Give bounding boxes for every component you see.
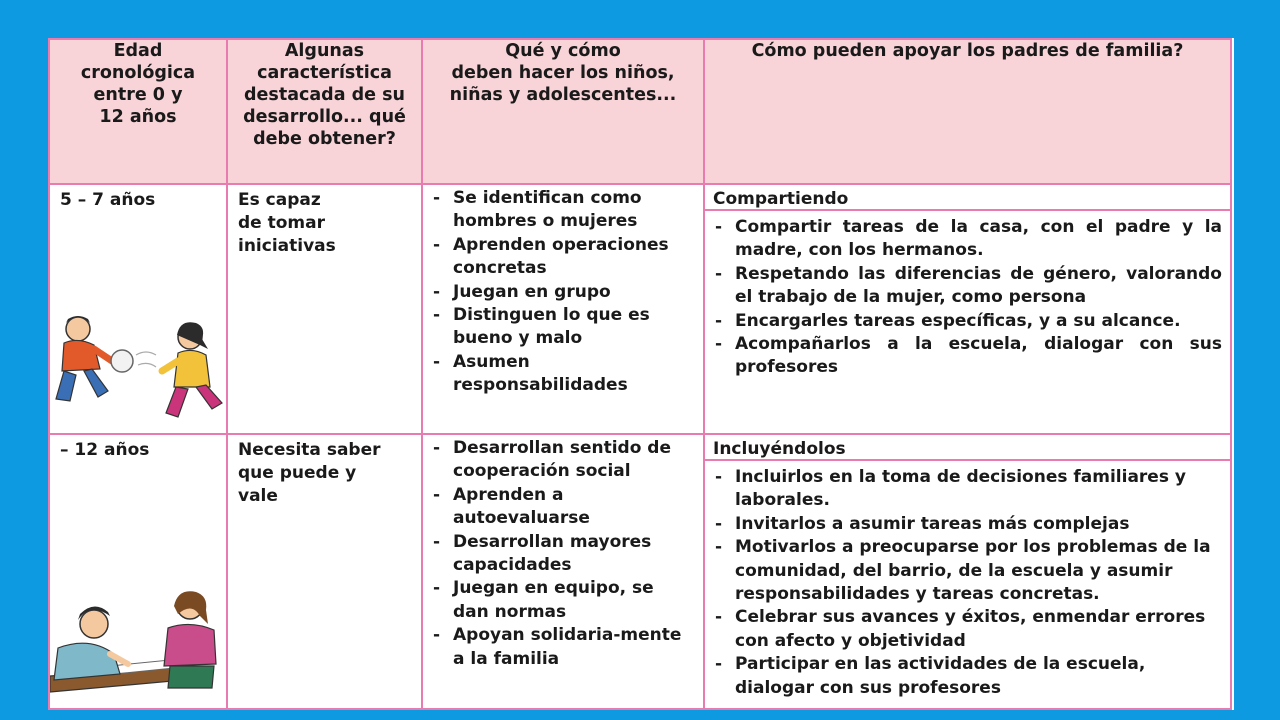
list-item: - Aprenden operaciones concretas [431, 234, 695, 281]
list-item: - Juegan en equipo, se dan normas [431, 577, 695, 624]
list-item: - Apoyan solidaria-mente a la familia [431, 624, 695, 671]
list-item: - Participar en las actividades de la escuela, dialogar con sus profesores [713, 653, 1222, 700]
support-title: Incluyéndolos [705, 435, 1230, 461]
trait-text: Es capaz de tomar iniciativas [238, 190, 336, 256]
header-age-text: Edad cronológica entre 0 y 12 años [80, 41, 196, 127]
age-label: 5 – 7 años [60, 190, 156, 210]
list-item: - Compartir tareas de la casa, con el padre y la madre, con los hermanos. [713, 216, 1222, 263]
trait-text: Necesita saber que puede y vale [238, 440, 381, 506]
header-support [704, 39, 1231, 184]
header-actions-text: Qué y cómo deben hacer los niños, niñas y adolescentes... [449, 41, 677, 105]
actions-cell [422, 434, 704, 709]
support-title: Compartiendo [705, 185, 1230, 211]
age-label: – 12 años [60, 440, 150, 460]
actions-list [423, 435, 703, 671]
list-item: - Encargarles tareas específicas, y a su alcance. [713, 310, 1222, 333]
list-item: - Celebrar sus avances y éxitos, enmendar errores con afecto y objetividad [713, 606, 1222, 653]
list-item: - Asumen responsabilidades [431, 351, 695, 398]
list-item: - Desarrollan sentido de cooperación social [431, 437, 695, 484]
header-support-text: Cómo pueden apoyar los padres de familia? [751, 41, 1184, 61]
table-row [49, 434, 1231, 709]
trait-cell [227, 434, 422, 709]
support-list [705, 464, 1230, 700]
list-item: - Invitarlos a asumir tareas más complejas [713, 513, 1222, 536]
table-row [49, 184, 1231, 434]
header-trait [227, 39, 422, 184]
list-item: - Motivarlos a preocuparse por los problemas de la comunidad, del barrio, de la escuela y asumir responsabilidades y tareas concretas. [713, 536, 1222, 606]
header-age [49, 39, 227, 184]
actions-cell [422, 184, 704, 434]
list-item: - Acompañarlos a la escuela, dialogar con sus profesores [713, 333, 1222, 380]
list-item: - Se identifican como hombres o mujeres [431, 187, 695, 234]
trait-cell [227, 184, 422, 434]
list-item: - Distinguen lo que es bueno y malo [431, 304, 695, 351]
development-table [48, 38, 1232, 710]
list-item: - Juegan en grupo [431, 281, 695, 304]
list-item: - Respetando las diferencias de género, valorando el trabajo de la mujer, como persona [713, 263, 1222, 310]
children-playing-ball-illustration [50, 309, 226, 429]
list-item: - Desarrollan mayores capacidades [431, 531, 695, 578]
header-actions [422, 39, 704, 184]
list-item: - Incluirlos en la toma de decisiones familiares y laborales. [713, 466, 1222, 513]
support-cell [704, 434, 1231, 709]
age-cell [49, 184, 227, 434]
actions-list [423, 185, 703, 398]
document-sheet [48, 38, 1234, 710]
header-row [49, 39, 1231, 184]
header-trait-text: Algunas característica destacada de su desarrollo... qué debe obtener? [243, 41, 406, 149]
support-cell [704, 184, 1231, 434]
age-cell [49, 434, 227, 709]
list-item: - Aprenden a autoevaluarse [431, 484, 695, 531]
support-list [705, 214, 1230, 380]
children-studying-illustration [50, 584, 226, 704]
